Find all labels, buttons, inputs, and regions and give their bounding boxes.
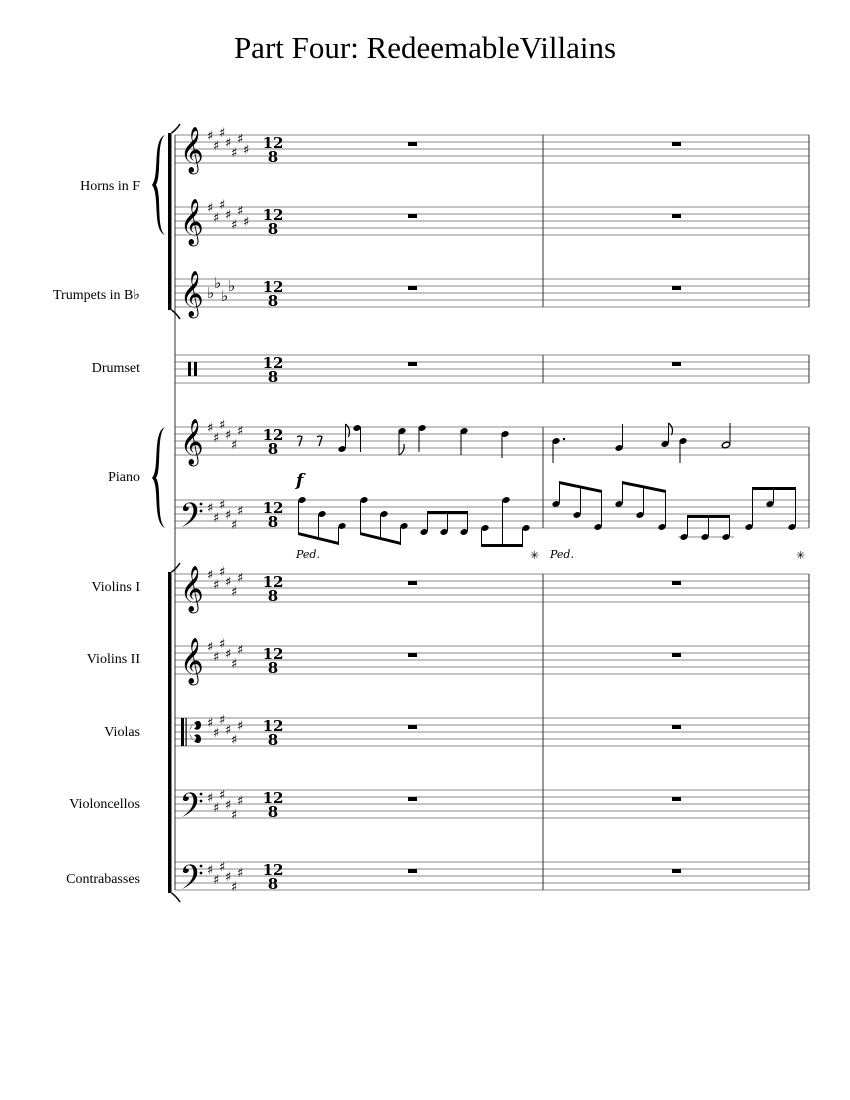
- svg-text:12: 12: [262, 206, 284, 224]
- svg-text:8: 8: [267, 292, 279, 310]
- svg-text:♯: ♯: [237, 643, 244, 658]
- svg-text:12: 12: [262, 645, 284, 663]
- svg-text:♯: ♯: [213, 873, 220, 888]
- instrument-label-violins-2: Violins II: [86, 652, 140, 667]
- instrument-label-trumpets: Trumpets in B♭: [53, 288, 140, 303]
- svg-text:8: 8: [267, 148, 279, 166]
- svg-text:♯: ♯: [207, 568, 214, 583]
- piano-bass-measure-2: [551, 481, 796, 541]
- instrument-label-horns: Horns in F: [80, 179, 140, 194]
- svg-text:♯: ♯: [213, 511, 220, 526]
- svg-text:♯: ♯: [225, 647, 232, 662]
- svg-text:♯: ♯: [219, 860, 226, 875]
- svg-text:♯: ♯: [225, 208, 232, 223]
- svg-text:♯: ♯: [237, 204, 244, 219]
- svg-text:♯: ♯: [231, 880, 238, 895]
- svg-text:♯: ♯: [231, 585, 238, 600]
- svg-text:12: 12: [262, 789, 284, 807]
- svg-text:♯: ♯: [207, 501, 214, 516]
- svg-text:♯: ♯: [219, 418, 226, 433]
- svg-text:♯: ♯: [207, 201, 214, 216]
- piano-bass-measure-1: [297, 496, 530, 547]
- svg-text:♯: ♯: [219, 126, 226, 141]
- dynamic-forte: f: [296, 471, 304, 491]
- svg-text:♯: ♯: [213, 726, 220, 741]
- treble-clef-icon: 𝄞: [180, 199, 204, 245]
- pedal-marking: Ped.: [296, 548, 320, 561]
- svg-text:8: 8: [267, 587, 279, 605]
- brace-piano: [152, 427, 165, 528]
- svg-text:♯: ♯: [231, 438, 238, 453]
- piano-treble-measure-2: [551, 423, 730, 463]
- svg-text:♯: ♯: [219, 565, 226, 580]
- svg-text:♯: ♯: [225, 870, 232, 885]
- svg-text:12: 12: [262, 426, 284, 444]
- key-sig-violas: [207, 713, 243, 748]
- svg-text:♯: ♯: [219, 713, 226, 728]
- svg-text:8: 8: [267, 440, 279, 458]
- treble-clef-icon: 𝄞: [180, 271, 204, 317]
- treble-clef-icon: 𝄞: [180, 566, 204, 612]
- svg-text:♯: ♯: [207, 716, 214, 731]
- bass-clef-icon: [182, 502, 202, 527]
- score-title: Part Four: RedeemableVillains: [233, 30, 617, 65]
- svg-text:♯: ♯: [219, 198, 226, 213]
- svg-text:♯: ♯: [207, 421, 214, 436]
- svg-text:♭: ♭: [214, 274, 222, 292]
- treble-clef-icon: 𝄞: [180, 127, 204, 173]
- svg-text:12: 12: [262, 278, 284, 296]
- pedal-release-icon: ✳: [796, 549, 806, 562]
- svg-text:♯: ♯: [213, 650, 220, 665]
- svg-text:8: 8: [267, 368, 279, 386]
- instrument-label-drumset: Drumset: [91, 361, 140, 376]
- svg-text:♭: ♭: [221, 287, 229, 305]
- svg-text:♯: ♯: [225, 575, 232, 590]
- svg-text:♯: ♯: [219, 637, 226, 652]
- treble-clef-icon: 𝄞: [180, 419, 204, 465]
- svg-text:♯: ♯: [237, 719, 244, 734]
- instrument-label-violas: Violas: [104, 725, 140, 740]
- bass-clef-icon: [182, 792, 202, 817]
- svg-text:♯: ♯: [225, 428, 232, 443]
- svg-text:♯: ♯: [219, 788, 226, 803]
- svg-text:♯: ♯: [243, 215, 250, 230]
- svg-text:12: 12: [262, 354, 284, 372]
- instrument-label-violins-1: Violins I: [91, 580, 140, 595]
- svg-text:♯: ♯: [225, 508, 232, 523]
- brace-horns: [152, 135, 165, 235]
- instrument-label-violoncellos: Violoncellos: [69, 797, 140, 812]
- svg-text:♯: ♯: [237, 571, 244, 586]
- svg-text:♯: ♯: [213, 431, 220, 446]
- svg-text:♯: ♯: [207, 129, 214, 144]
- svg-text:♯: ♯: [213, 578, 220, 593]
- svg-text:♯: ♯: [207, 640, 214, 655]
- pedal-release-icon: ✳: [530, 549, 540, 562]
- svg-text:♯: ♯: [237, 424, 244, 439]
- svg-text:♯: ♯: [231, 808, 238, 823]
- svg-text:♯: ♯: [213, 139, 220, 154]
- instrument-label-piano: Piano: [108, 470, 140, 485]
- svg-text:♯: ♯: [237, 866, 244, 881]
- treble-clef-icon: 𝄞: [180, 638, 204, 684]
- svg-text:♯: ♯: [243, 143, 250, 158]
- svg-text:♯: ♯: [237, 504, 244, 519]
- svg-text:12: 12: [262, 717, 284, 735]
- measure-barlines: [543, 135, 809, 890]
- svg-text:12: 12: [262, 499, 284, 517]
- svg-text:♯: ♯: [219, 498, 226, 513]
- clefs: [180, 127, 204, 686]
- svg-text:♯: ♯: [231, 657, 238, 672]
- svg-text:8: 8: [267, 875, 279, 893]
- instrument-label-contrabasses: Contrabasses: [66, 872, 140, 887]
- svg-text:♯: ♯: [225, 136, 232, 151]
- svg-text:8: 8: [267, 220, 279, 238]
- svg-text:8: 8: [267, 513, 279, 531]
- svg-text:♯: ♯: [231, 218, 238, 233]
- svg-text:♯: ♯: [237, 794, 244, 809]
- svg-text:♯: ♯: [225, 798, 232, 813]
- svg-text:♯: ♯: [231, 733, 238, 748]
- svg-text:♯: ♯: [213, 211, 220, 226]
- svg-text:12: 12: [262, 861, 284, 879]
- svg-text:12: 12: [262, 573, 284, 591]
- pedal-marking: Ped.: [550, 548, 574, 561]
- svg-text:♯: ♯: [231, 146, 238, 161]
- svg-text:♭: ♭: [228, 277, 236, 295]
- svg-text:8: 8: [267, 803, 279, 821]
- svg-text:♯: ♯: [237, 132, 244, 147]
- svg-text:♭: ♭: [207, 284, 215, 302]
- svg-text:♯: ♯: [225, 723, 232, 738]
- time-signatures: [263, 134, 284, 893]
- svg-text:♯: ♯: [207, 863, 214, 878]
- key-signatures: [207, 126, 249, 895]
- svg-text:8: 8: [267, 659, 279, 677]
- svg-text:♯: ♯: [213, 801, 220, 816]
- bass-clef-icon: [182, 864, 202, 889]
- svg-text:8: 8: [267, 731, 279, 749]
- svg-text:♯: ♯: [207, 791, 214, 806]
- svg-text:♯: ♯: [231, 518, 238, 533]
- svg-text:12: 12: [262, 134, 284, 152]
